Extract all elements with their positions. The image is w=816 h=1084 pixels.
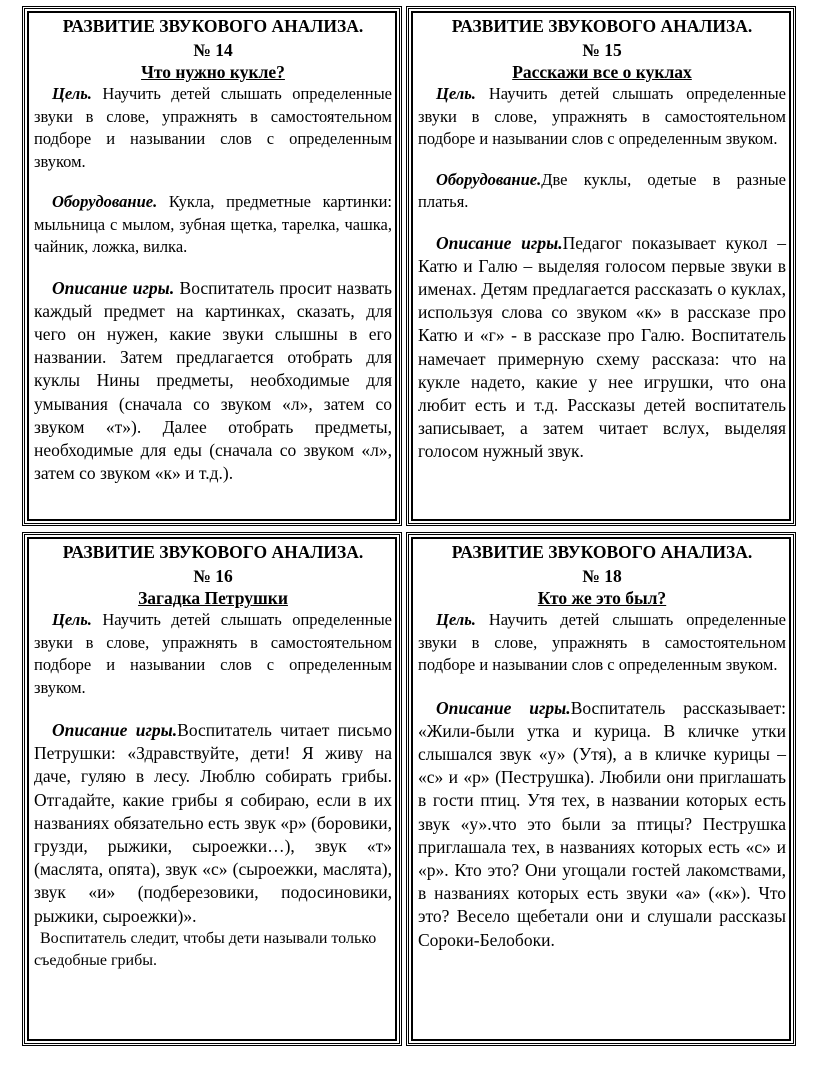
goal-text: Научить детей слышать определенные звуки в слове, упражнять в самостоятельном подборе и назывании слов с определенным звуком. [34, 84, 392, 171]
description-paragraph [418, 232, 786, 464]
equipment-paragraph [34, 191, 392, 259]
equipment-text: Кукла, предметные картинки: мыльница с мылом, зубная щетка, тарелка, чашка, чайник, ложка, вилка. [34, 192, 392, 256]
description-paragraph [418, 697, 786, 952]
goal-label: Цель. [436, 84, 476, 103]
goal-text: Научить детей слышать определенные звуки в слове, упражнять в самостоятельном подборе и назывании слов с определенным звуком. [418, 610, 786, 674]
description-paragraph [34, 277, 392, 486]
description-paragraph [34, 719, 392, 928]
equipment-label: Оборудование. [436, 169, 542, 189]
description-label: Описание игры. [52, 720, 178, 740]
equipment-text: Две куклы, одетые в разные платья. [418, 169, 786, 211]
card-number: № 18 [582, 566, 622, 586]
equipment-paragraph [418, 169, 786, 214]
card-number: № 15 [582, 40, 622, 60]
card-number: № 16 [193, 566, 233, 586]
goal-label: Цель. [52, 84, 92, 103]
card-title: РАЗВИТИЕ ЗВУКОВОГО АНАЛИЗА. [62, 16, 364, 36]
game-card-15 [406, 6, 796, 526]
goal-paragraph [418, 83, 786, 151]
goal-paragraph [418, 609, 786, 677]
card-number: № 14 [193, 40, 233, 60]
game-card-14 [22, 6, 402, 526]
description-label: Описание игры. [436, 232, 563, 253]
description-label: Описание игры. [52, 277, 175, 298]
goal-label: Цель. [436, 610, 476, 629]
teacher-note: Воспитатель следит, чтобы дети называли только съедобные грибы. [34, 929, 377, 969]
card-subtitle: Кто же это был? [537, 588, 667, 608]
description-text: Воспитатель рассказывает: «Жили-были утка и курица. В кличке утки слышался звук «у» (Утя), а в кличке курицы – «с» и «р» (Пеструшка). Любили они приглашать в гости птиц. Утя тех, в названии которых есть звук «у».что это были за птицы? Пеструшка приглашала тех, в названиях которых есть «с» и «р». Кто это? Они угощали гостей лакомствами, в названиях которых есть звуки «а» («к»). Что это? Весело щебетали они и слушали рассказы Сороки-Белобоки. [418, 697, 786, 950]
card-title: РАЗВИТИЕ ЗВУКОВОГО АНАЛИЗА. [451, 16, 753, 36]
description-text: Воспитатель просит назвать каждый предмет на картинках, сказать, для чего он нужен, какие звуки слышны в его названии. Затем предлагается отобрать для куклы Нины предметы, необходимые для умывания (сначала со звуком «л», затем со звуком «т»). Далее отобрать предметы, необходимые для еды (сначала со звуком «л», затем со звуком «к» и т.д.). [34, 277, 393, 484]
goal-text: Научить детей слышать определенные звуки в слове, упражнять в самостоятельном подборе и назывании слов с определенным звуком. [34, 610, 392, 697]
goal-label: Цель. [52, 610, 92, 629]
goal-text: Научить детей слышать определенные звуки в слове, упражнять в самостоятельном подборе и назывании слов с определенным звуком. [418, 84, 786, 148]
description-text: Воспитатель читает письмо Петрушки: «Здравствуйте, дети! Я живу на даче, гуляю в лесу. Люблю собирать грибы. Отгадайте, какие грибы я собираю, если в их названиях обязательно есть звук «р» (боровики, грузди, рыжики, сыроежки…), звук «т» (маслята, опята), звук «с» (сыроежки, маслята), звук «и» (подберезовики, подосиновики, рыжики, сыроежки)». [34, 720, 392, 926]
game-card-16 [22, 532, 402, 1046]
cards-grid [22, 6, 796, 1046]
description-label: Описание игры. [436, 697, 571, 718]
card-title: РАЗВИТИЕ ЗВУКОВОГО АНАЛИЗА. [451, 542, 753, 562]
card-subtitle: Загадка Петрушки [138, 588, 288, 608]
card-subtitle: Что нужно кукле? [141, 62, 285, 82]
goal-paragraph [34, 83, 392, 173]
equipment-label: Оборудование. [52, 192, 158, 211]
game-card-18 [406, 532, 796, 1046]
card-title: РАЗВИТИЕ ЗВУКОВОГО АНАЛИЗА. [62, 542, 364, 562]
card-subtitle: Расскажи все о куклах [512, 62, 692, 82]
goal-paragraph [34, 609, 392, 699]
description-text: Педагог показывает кукол – Катю и Галю – выделяя голосом первые звуки в именах. Детям предлагается рассказать о куклах, используя слова со звуком «к» в рассказе про Катю и «г» - в рассказе про Галю. Воспитатель намечает примерную схему рассказа: что на кукле надето, какие у нее игрушки, что она любит есть и т.д. Рассказы детей воспитатель записывает, а затем читает вслух, выделяя голосом нужный звук. [418, 232, 787, 462]
